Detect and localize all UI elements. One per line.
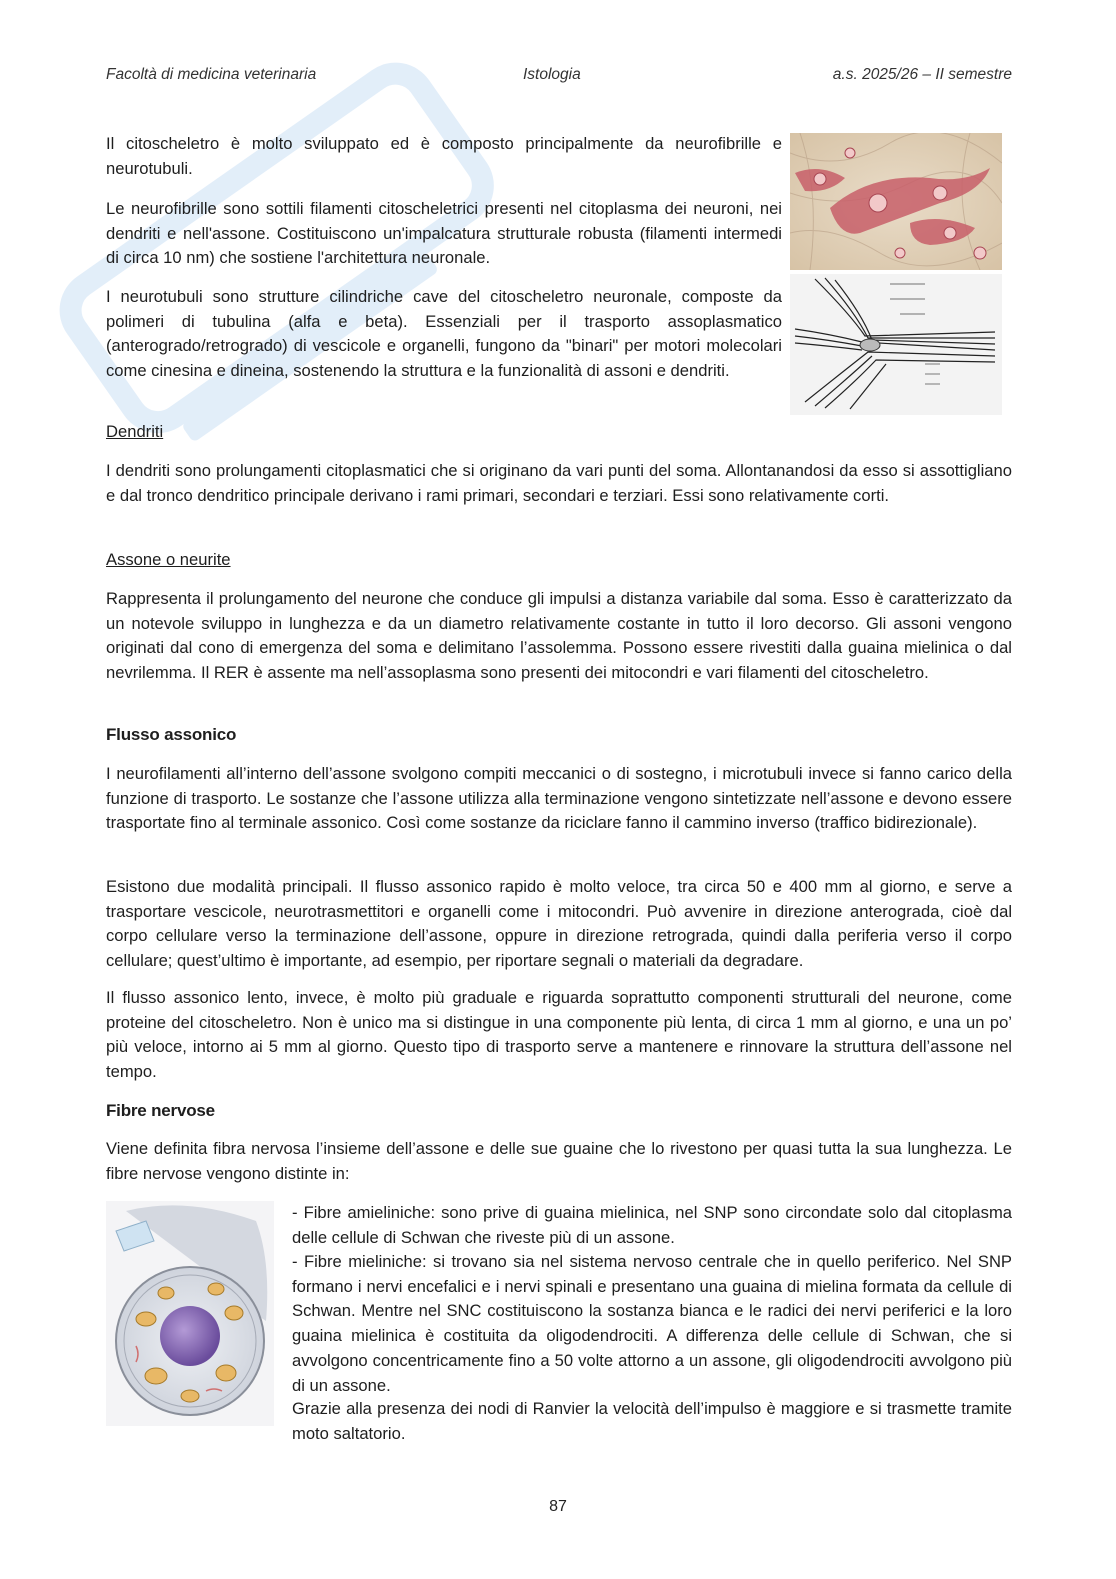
paragraph-ranvier: Grazie alla presenza dei nodi di Ranvier la velocità dell’impulso è maggiore e si trasmette tramite moto saltatorio.	[292, 1399, 1012, 1443]
page-header	[106, 66, 1012, 88]
neurofibril-diagram-image	[790, 274, 1002, 415]
paragraph-fibre-amieliniche: - Fibre amieliniche: sono prive di guaina mielinica, nel SNP sono circondate solo dal citoplasma delle cellule di Schwan che riveste più di un assone.	[292, 1203, 1012, 1247]
header-semester: a.s. 2025/26 – II semestre	[832, 66, 1012, 83]
paragraph-flusso-1: I neurofilamenti all’interno dell’assone svolgono compiti meccanici o di sostegno, i microtubuli invece si fanno carico della funzione di trasporto. Le sostanze che l’assone utilizza alla terminazione vengono sintetizzate nell’assone e devono essere trasportate fino al terminale assonico. Così come sostanze da riciclare fanno il cammino inverso (traffico bidirezionale).	[106, 764, 1012, 833]
page-number: 87	[549, 1498, 567, 1515]
paragraph-neurotubules: I neurotubuli sono strutture cilindriche cave del citoscheletro neuronale, composte da polimeri di tubulina (alfa e beta). Essenziali per il trasporto assoplasmatico (anterogrado/retrogrado) di vescicole e organelli, fungono da "binari" per motori molecolari come cinesina e dineina, sostenendo la struttura e la funzionalità di assoni e dendriti.	[106, 287, 782, 381]
paragraph-cytoskeleton: Il citoscheletro è molto sviluppato ed è composto principalmente da neurofibrille e neurotubuli.	[106, 134, 782, 178]
schwann-cell-illustration-image	[106, 1201, 274, 1426]
heading-dendriti: Dendriti	[106, 422, 164, 441]
heading-assone: Assone o neurite	[106, 550, 231, 569]
paragraph-fibre-intro: Viene definita fibra nervosa l’insieme dell’assone e delle sue guaine che lo rivestono per quasi tutta la sua lunghezza. Le fibre nervose vengono distinte in:	[106, 1139, 1012, 1183]
paragraph-fibre-mieliniche: - Fibre mieliniche: si trovano sia nel sistema nervoso centrale che in quello periferico. Nel SNP formano i nervi encefalici e i nervi spinali e presentano una guaina di mielina formata da cellule di Schwan. Mentre nel SNC costituiscono la sostanza bianca e le radici dei nervi periferici e la loro guaina mielinica è costituita da oligodendrociti. A differenza delle cellule di Schwan, che si avvolgono concentricamente fino a 50 volte attorno a un assone, gli oligodendrociti avvolgono più di un assone.	[292, 1252, 1012, 1395]
paragraph-neurofibrils: Le neurofibrille sono sottili filamenti citoscheletrici presenti nel citoplasma dei neuroni, nei dendriti e nell'assone. Costituiscono un'impalcatura strutturale robusta (filamenti intermedi di circa 10 nm) che sostiene l'architettura neuronale.	[106, 199, 782, 268]
heading-flusso-assonico: Flusso assonico	[106, 725, 237, 744]
paragraph-flusso-2: Esistono due modalità principali. Il flusso assonico rapido è molto veloce, tra circa 50 e 400 mm al giorno, e serve a trasportare vescicole, neurotrasmettitori e organelli come i mitocondri. Può avvenire in direzione anterograda, cioè dal corpo cellulare verso la terminazione dell’assone, oppure in direzione retrograda, quindi dalla periferia verso il corpo cellulare; quest’ultimo è importante, ad esempio, per riportare segnali o materiali da degradare.	[106, 877, 1012, 971]
heading-fibre-nervose: Fibre nervose	[106, 1101, 215, 1120]
paragraph-flusso-3: Il flusso assonico lento, invece, è molto più graduale e riguarda soprattutto componenti strutturali del neurone, come proteine del citoscheletro. Non è unico ma si distingue in una componente più lenta, di circa 1 mm al giorno, e una un po’ più veloce, intorno ai 5 mm al giorno. Questo tipo di trasporto serve a mantenere e rinnovare la struttura dell’assone nel tempo.	[106, 988, 1012, 1082]
paragraph-assone: Rappresenta il prolungamento del neurone che conduce gli impulsi a distanza variabile dal soma. Esso è caratterizzato da un notevole sviluppo in lunghezza e da un diametro relativamente costante in tutto il loro decorso. Gli assoni vengono originati dal cono di emergenza del soma e delimitano l’assolemma. Possono essere rivestiti dalla guaina mielinica o dal nevrilemma. Il RER è assente ma nell’assoplasma sono presenti dei mitocondri e vari filamenti del citoscheletro.	[106, 589, 1012, 683]
header-subject: Istologia	[523, 66, 581, 83]
header-faculty: Facoltà di medicina veterinaria	[106, 66, 317, 83]
paragraph-dendriti: I dendriti sono prolungamenti citoplasmatici che si originano da vari punti del soma. Allontanandosi da esso si assottigliano e dal tronco dendritico principale derivano i rami primari, secondari e terziari. Essi sono relativamente corti.	[106, 461, 1012, 505]
neuron-micrograph-image	[790, 133, 1002, 270]
